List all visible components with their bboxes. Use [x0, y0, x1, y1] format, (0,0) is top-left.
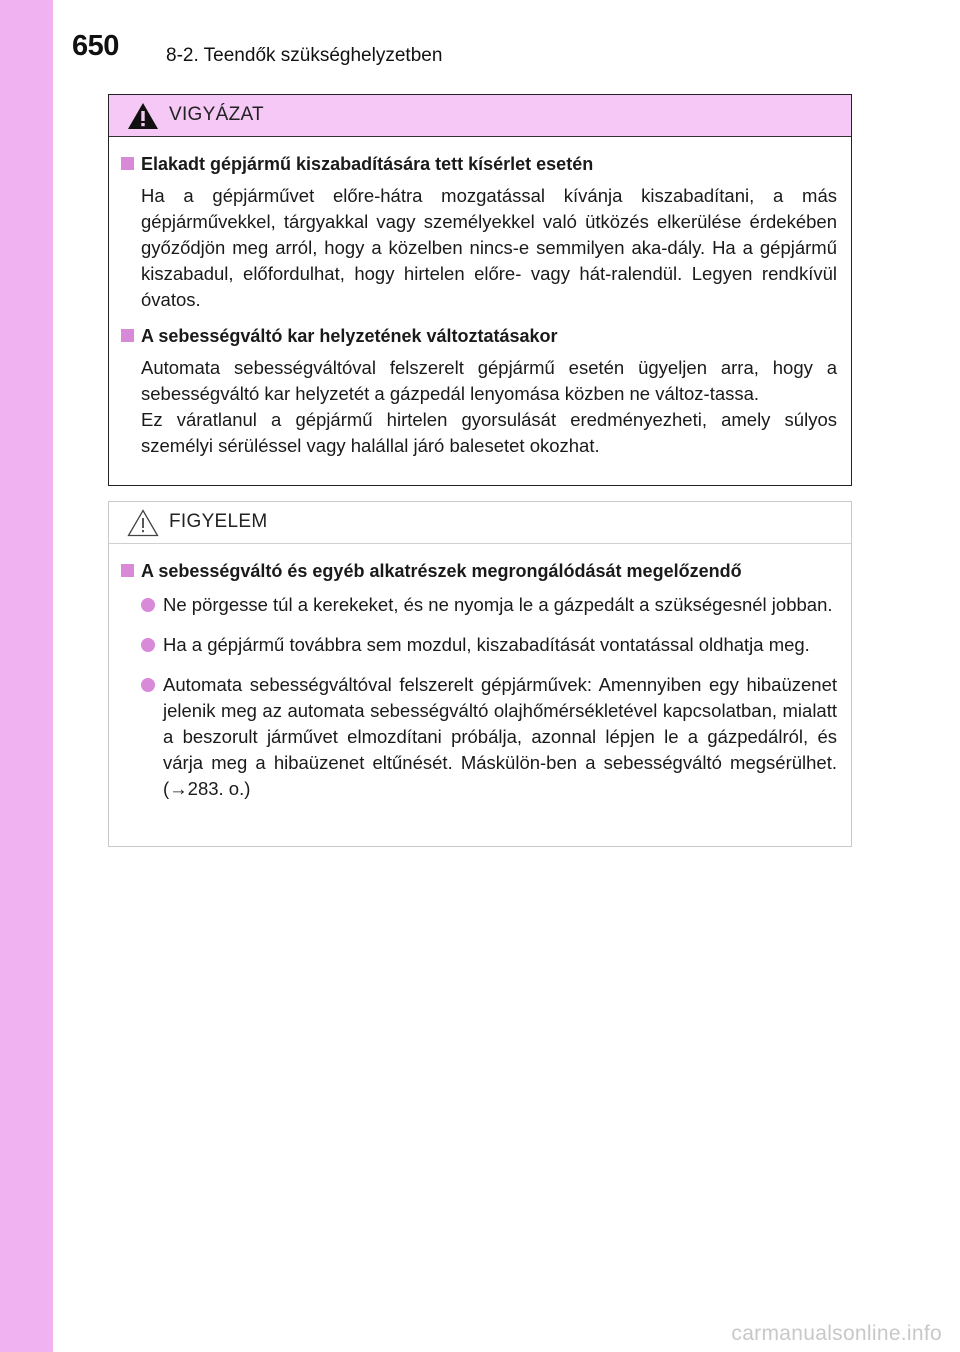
round-bullet-icon	[141, 678, 155, 692]
square-bullet-icon	[121, 564, 134, 577]
notice-box	[108, 501, 852, 847]
warning-item-paragraph: Automata sebességváltóval felszerelt gépjármű esetén ügyeljen arra, hogy a sebességváltó kar helyzetét a gázpedál lenyomása közben ne változ-tassa.	[141, 357, 837, 404]
watermark: carmanualsonline.info	[731, 1322, 942, 1345]
round-bullet-icon	[141, 638, 155, 652]
warning-box	[108, 94, 852, 486]
notice-box-title: FIGYELEM	[169, 511, 268, 532]
notice-list-item: Ne pörgesse túl a kerekeket, és ne nyomja le a gázpedált a szükségesnél jobban.	[141, 592, 837, 618]
warning-box-header	[109, 95, 851, 137]
square-bullet-icon	[121, 157, 134, 170]
section-title: 8-2. Teendők szükséghelyzetben	[166, 45, 443, 66]
page-number: 650	[72, 30, 119, 62]
warning-box-body	[109, 137, 851, 459]
warning-item-heading: Elakadt gépjármű kiszabadítására tett kísérlet esetén	[121, 151, 837, 177]
round-bullet-icon	[141, 598, 155, 612]
side-color-strip	[0, 0, 53, 1352]
notice-heading: A sebességváltó és egyéb alkatrészek megrongálódását megelőzendő	[121, 558, 837, 584]
notice-box-header	[109, 502, 851, 544]
notice-list-item: Ha a gépjármű továbbra sem mozdul, kiszabadítását vontatással oldhatja meg.	[141, 632, 837, 658]
warning-triangle-icon	[127, 102, 159, 130]
warning-item-paragraph: Ha a gépjárművet előre-hátra mozgatással kívánja kiszabadítani, a más gépjárművekkel, tárgyakkal vagy személyekkel való ütközés elkerülése érdekében győződjön meg arról, hogy a közelben nincs-e semmilyen aka-dály. Ha a gépjármű kiszabadul, előfordulhat, hogy hirtelen előre- vagy hát-ralendül. Legyen rendkívül óvatos.	[141, 185, 837, 310]
warning-box-title: VIGYÁZAT	[169, 104, 264, 125]
square-bullet-icon	[121, 329, 134, 342]
warning-item-paragraph: Ez váratlanul a gépjármű hirtelen gyorsulását eredményezheti, amely súlyos személyi sérüléssel vagy halállal járó balesetet okozhat.	[141, 409, 837, 456]
caution-triangle-icon	[127, 509, 159, 537]
warning-item-heading: A sebességváltó kar helyzetének változtatásakor	[121, 323, 837, 349]
notice-list-item: Automata sebességváltóval felszerelt gépjárművek: Amennyiben egy hibaüzenet jelenik meg az automata sebességváltó olajhőmérsékletével kapcsolatban, mialatt a beszorult járművet elmozdítani próbálja, azonnal lépjen le a gázpedálról, és várja meg a hibaüzenet eltűnését. Máskülön-ben a sebességváltó megsérülhet. (→283. o.)	[141, 672, 837, 802]
notice-box-body	[109, 544, 851, 802]
